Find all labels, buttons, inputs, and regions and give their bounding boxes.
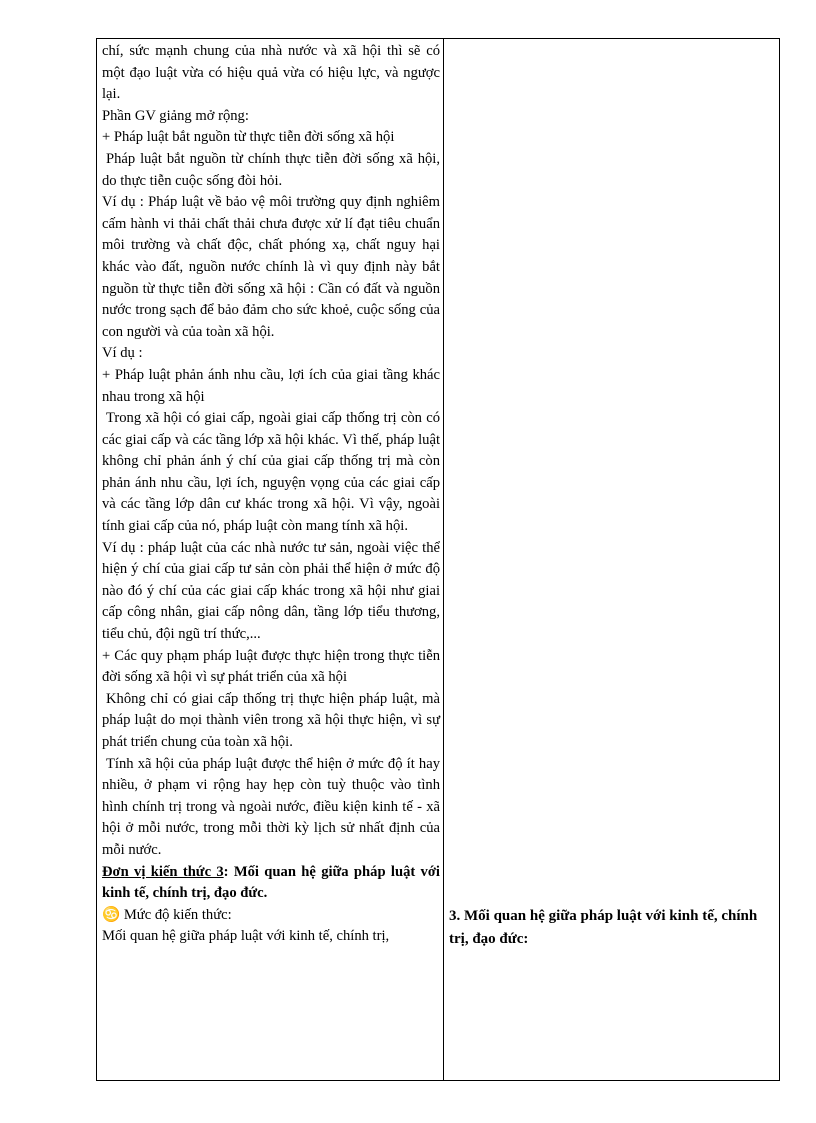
content-table <box>96 38 780 1081</box>
section-title: 3. Mối quan hệ giữa pháp luật với kinh tế, chính trị, đạo đức: <box>449 908 758 947</box>
paragraph: Ví dụ : <box>102 345 143 362</box>
paragraph: Trong xã hội có giai cấp, ngoài giai cấp thống trị còn có các giai cấp và các tầng lớp xã hội khác. Vì thế, pháp luật không chỉ phản ánh ý chí của giai cấp thống trị mà còn phản ánh nhu cầu, lợi ích, nguyện vọng của các giai cấp và các tầng lớp dân cư khác trong xã hội. Vì vậy, ngoài tính giai cấp của nó, pháp luật còn mang tính xã hội. <box>102 410 440 535</box>
paragraph: + Pháp luật bắt nguồn từ thực tiễn đời sống xã hội <box>102 129 395 146</box>
paragraph: + Các quy phạm pháp luật được thực hiện trong thực tiễn đời sống xã hội vì sự phát triển của xã hội <box>102 647 440 686</box>
section-heading-label: Đơn vị kiến thức 3 <box>102 863 224 880</box>
paragraph <box>102 905 440 927</box>
paragraph: Ví dụ : pháp luật của các nhà nước tư sản, ngoài việc thể hiện ý chí của giai cấp tư sản còn phải thể hiện ở mức độ nào đó ý chí của các giai cấp khác trong xã hội như giai cấp công nhân, giai cấp nông dân, tầng lớp tiểu thương, tiểu chủ, đội ngũ trí thức,... <box>102 539 440 643</box>
paragraph-text: Mức độ kiến thức: <box>120 906 232 923</box>
content-column <box>444 39 779 1080</box>
teacher-activity-column <box>97 39 444 1080</box>
paragraph: Phần GV giảng mở rộng: <box>102 107 249 124</box>
paragraph: chí, sức mạnh chung của nhà nước và xã hội thì sẽ có một đạo luật vừa có hiệu quả vừa có hiệu lực, và ngược lại. <box>102 43 440 103</box>
section-heading-text: : Mối quan hệ giữa pháp luật với kinh tế, chính trị, đạo đức. <box>102 863 440 902</box>
cancer-symbol-icon: ♋ <box>102 906 121 923</box>
paragraph: Pháp luật bắt nguồn từ chính thực tiễn đời sống xã hội, do thực tiễn cuộc sống đòi hỏi. <box>102 150 440 189</box>
section-heading <box>102 862 440 905</box>
paragraph: Không chỉ có giai cấp thống trị thực hiện pháp luật, mà pháp luật do mọi thành viên trong xã hội thực hiện, vì sự phát triển chung của toàn xã hội. <box>102 690 440 750</box>
paragraph: + Pháp luật phản ánh nhu cầu, lợi ích của giai tầng khác nhau trong xã hội <box>102 366 440 405</box>
paragraph: Mối quan hệ giữa pháp luật với kinh tế, chính trị, <box>102 928 390 945</box>
paragraph: Tính xã hội của pháp luật được thể hiện ở mức độ ít hay nhiều, ở phạm vi rộng hay hẹp còn tuỳ thuộc vào tình hình chính trị trong và ngoài nước, điều kiện kinh tế - xã hội ở mỗi nước, trong mỗi thời kỳ lịch sử nhất định của mỗi nước. <box>102 755 440 858</box>
paragraph: Ví dụ : Pháp luật về bảo vệ môi trường quy định nghiêm cấm hành vi thải chất thải chưa được xử lí đạt tiêu chuẩn môi trường và chất độc, chất phóng xạ, chất nguy hại khác vào đất, nguồn nước chính là vì quy định này bắt nguồn từ thực tiễn đời sống xã hội : Cần có đất và nguồn nước trong sạch để bảo đảm cho sức khoẻ, cuộc sống của con người và của toàn xã hội. <box>102 194 440 340</box>
